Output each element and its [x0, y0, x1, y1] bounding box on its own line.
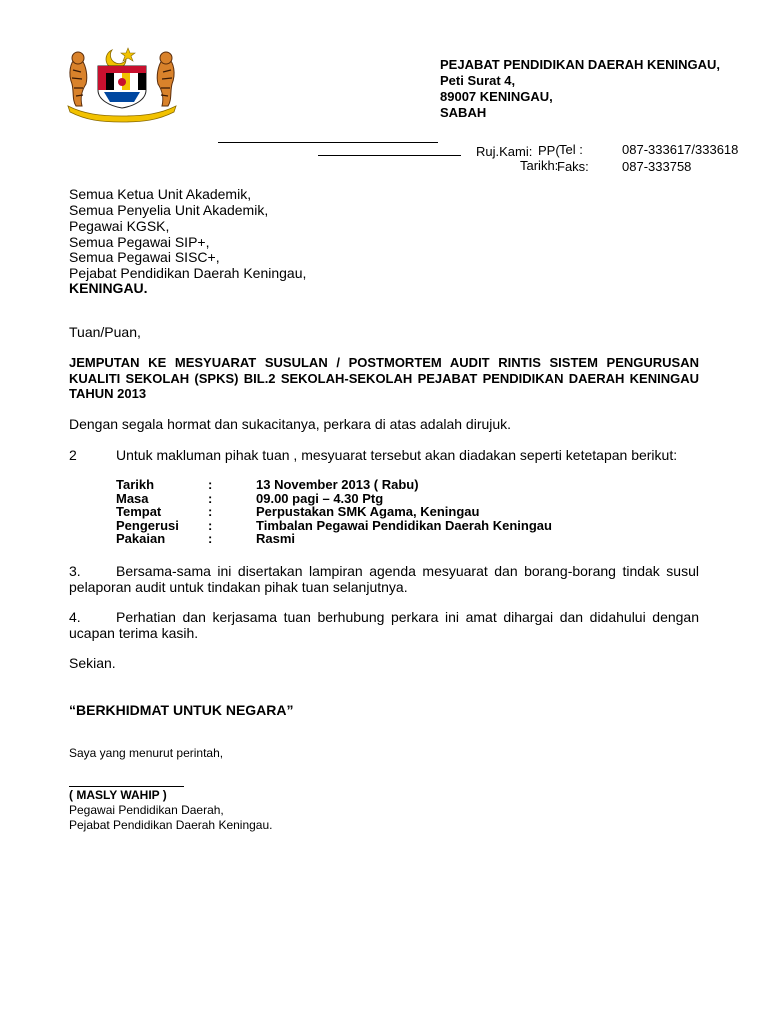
- detail-value: Perpustakan SMK Agama, Keningau: [256, 504, 480, 520]
- detail-value: 09.00 pagi – 4.30 Ptg: [256, 490, 384, 506]
- meeting-details-table: [116, 478, 552, 546]
- opening-paragraph: Dengan segala hormat dan sukacitanya, perkara di atas adalah dirujuk.: [69, 416, 512, 432]
- postcode-city: 89007 KENINGAU,: [440, 89, 553, 104]
- para3-text: Bersama-sama ini disertakan lampiran agenda mesyuarat dan borang-borang tindak susul pelaporan audit untuk tindakan pihak tuan selanjutnya.: [69, 563, 699, 595]
- motto: “BERKHIDMAT UNTUK NEGARA”: [69, 702, 294, 718]
- subject-heading: JEMPUTAN KE MESYUARAT SUSULAN / POSTMORTEM AUDIT RINTIS SISTEM PENGURUSAN KUALITI SEKOLAH (SPKS) BIL.2 SEKOLAH-SEKOLAH PEJABAT PENDIDIKAN DAERAH KENINGAU TAHUN 2013: [69, 355, 699, 401]
- detail-separator: :: [208, 490, 213, 506]
- state: SABAH: [440, 105, 487, 120]
- po-box: Peti Surat 4,: [440, 73, 516, 88]
- detail-value: Timbalan Pegawai Pendidikan Daerah Keningau: [256, 517, 552, 533]
- recipient-line: KENINGAU.: [69, 280, 148, 296]
- detail-label: Masa: [116, 490, 149, 506]
- letterhead-rule: [218, 142, 438, 143]
- signoff-intro: Saya yang menurut perintah,: [69, 746, 224, 760]
- detail-row: [116, 532, 552, 546]
- para3-number: 3.: [69, 563, 81, 579]
- para2-number: 2: [69, 447, 77, 463]
- ref-label: Ruj.Kami:: [476, 144, 533, 159]
- letterhead-rule-2: [318, 155, 461, 156]
- detail-label: Pengerusi: [116, 517, 179, 533]
- recipient-line: Pegawai KGSK,: [69, 218, 170, 234]
- fax-label: Faks:: [557, 159, 589, 174]
- detail-separator: :: [208, 531, 213, 547]
- recipient-line: Semua Ketua Unit Akademik,: [69, 186, 252, 202]
- detail-separator: :: [208, 504, 213, 520]
- tel-label: Tel :: [559, 142, 583, 157]
- detail-row: [116, 478, 552, 492]
- recipient-line: Pejabat Pendidikan Daerah Keningau,: [69, 265, 307, 281]
- detail-value: Rasmi: [256, 531, 296, 547]
- detail-row: [116, 505, 552, 519]
- signature-line: [69, 786, 184, 787]
- salutation: Tuan/Puan,: [69, 324, 141, 340]
- detail-separator: :: [208, 517, 213, 533]
- recipient-line: Semua Pegawai SIP+,: [69, 234, 210, 250]
- closing: Sekian.: [69, 655, 116, 671]
- detail-label: Tempat: [116, 504, 162, 520]
- detail-row: [116, 492, 552, 506]
- signatory-office: Pejabat Pendidikan Daerah Keningau.: [69, 818, 273, 832]
- detail-row: [116, 519, 552, 533]
- signatory-title: Pegawai Pendidikan Daerah,: [69, 803, 224, 817]
- detail-label: Tarikh: [116, 477, 155, 492]
- fax-value: 087-333758: [622, 159, 692, 174]
- date-label: Tarikh:: [520, 158, 559, 173]
- detail-label: Pakaian: [116, 531, 166, 547]
- para4-number: 4.: [69, 609, 81, 625]
- para4-text: Perhatian dan kerjasama tuan berhubung perkara ini amat dihargai dan didahului dengan ucapan terima kasih.: [69, 609, 699, 641]
- para2-text: Untuk makluman pihak tuan , mesyuarat tersebut akan diadakan seperti ketetapan berikut:: [116, 447, 678, 463]
- tel-value: 087-333617/333618: [622, 142, 739, 157]
- office-name: PEJABAT PENDIDIKAN DAERAH KENINGAU,: [440, 57, 721, 72]
- recipient-line: Semua Penyelia Unit Akademik,: [69, 202, 269, 218]
- detail-separator: :: [208, 477, 213, 492]
- signatory-name: ( MASLY WAHIP ): [69, 788, 167, 802]
- detail-value: 13 November 2013 ( Rabu): [256, 477, 419, 492]
- ref-value: PP(: [538, 143, 560, 158]
- recipient-line: Semua Pegawai SISC+,: [69, 249, 220, 265]
- coat-of-arms-logo: [64, 44, 180, 124]
